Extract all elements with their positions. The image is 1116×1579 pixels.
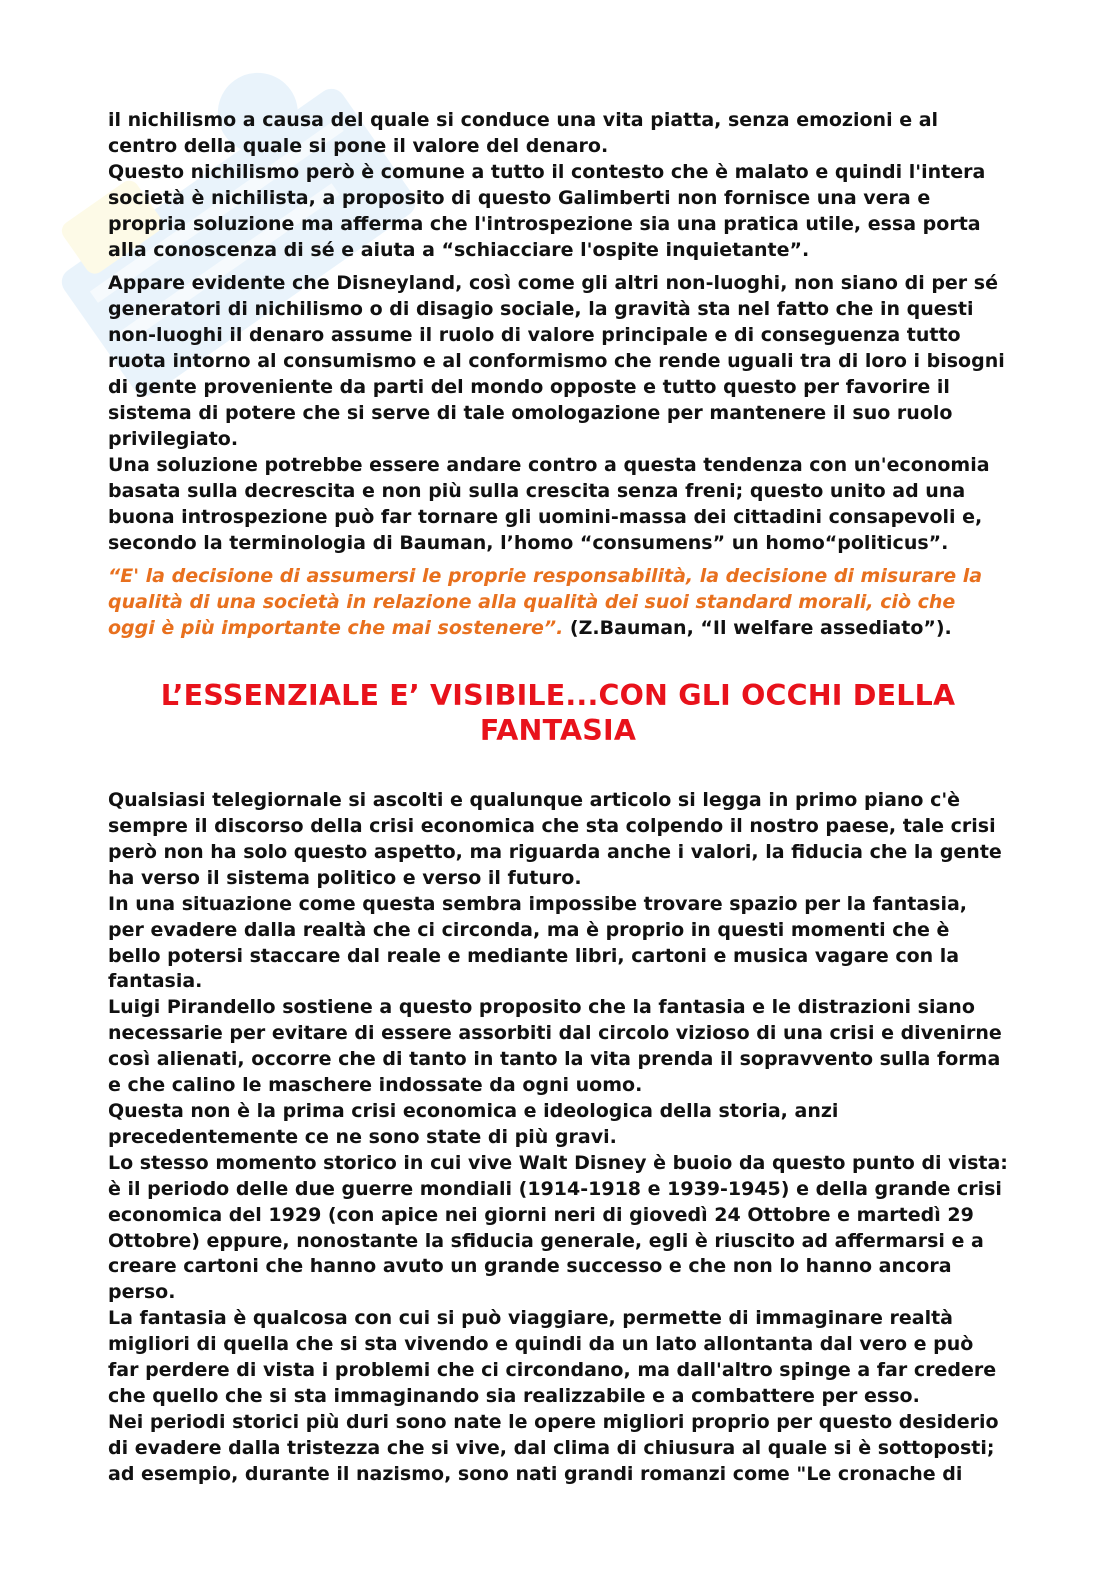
paragraph: Nei periodi storici più duri sono nate le opere migliori proprio per questo desiderio di evadere dalla tristezza che si vive, dal clima di chiusura al quale si è sottoposti; ad esempio, durante il nazismo, sono nati grandi romanzi come "Le cronache di [108, 1410, 999, 1485]
paragraph: In una situazione come questa sembra impossibe trovare spazio per la fantasia, per evadere dalla realtà che ci circonda, ma è proprio in questi momenti che è bello potersi staccare dal reale e mediante libri, cartoni e musica vagare con la fantasia. [108, 892, 968, 993]
quote-text: “E' la decisione di assumersi le proprie responsabilità, la decisione di misurare la qualità di una società in relazione alla qualità dei suoi standard morali, ciò che oggi è più importante che mai sostenere”. [108, 565, 983, 640]
paragraph: Appare evidente che Disneyland, così come gli altri non-luoghi, non siano di per sé generatori di nichilismo o di disagio sociale, la gravità sta nel fatto che in questi non-luoghi il denaro assume il ruolo di valore principale e di conseguenza tutto ruota intorno al consumismo e al conformismo che rende uguali tra di loro i bisogni di gente proveniente da parti del mondo opposte e tutto questo per favorire il sistema di potere che si serve di tale omologazione per mantenere il suo ruolo privilegiato. [108, 272, 1005, 450]
paragraph: Lo stesso momento storico in cui vive Walt Disney è buoio da questo punto di vista: è il periodo delle due guerre mondiali (1914-1918 e 1939-1945) e della grande crisi economica del 1929 (con apice nei giorni neri di giovedì 24 Ottobre e martedì 29 Ottobre) eppure, nonostante la sfiducia generale, egli è riuscito ad affermarsi e a creare cartoni che hanno avuto un grande successo e che non lo hanno ancora perso. [108, 1151, 1008, 1304]
document-body [108, 108, 1008, 1488]
quote-source: (Z.Bauman, “Il welfare assediato”). [563, 617, 952, 640]
paragraph: il nichilismo a causa del quale si conduce una vita piatta, senza emozioni e al centro della quale si pone il valore del denaro. [108, 109, 939, 157]
paragraph: Qualsiasi telegiornale si ascolti e qualunque articolo si legga in primo piano c'è sempre il discorso della crisi economica che sta colpendo il nostro paese, tale crisi però non ha solo questo aspetto, ma riguarda anche i valori, la fiducia che la gente ha verso il sistema politico e verso il futuro. [108, 789, 1002, 889]
paragraph: Una soluzione potrebbe essere andare contro a questa tendenza con un'economia basata sulla decrescita e non più sulla crescita senza freni; questo unito ad una buona introspezione può far tornare gli uomini-massa dei cittadini consapevoli e, secondo la terminologia di Bauman, l’homo “consumens” un homo“politicus”. [108, 453, 990, 554]
section-title: L’ESSENZIALE E’ VISIBILE...CON GLI OCCHI DELLA FANTASIA [160, 679, 956, 748]
paragraph: Questa non è la prima crisi economica e ideologica della storia, anzi precedentemente ce ne sono state di più gravi. [108, 1100, 839, 1148]
paragraph: Questo nichilismo però è comune a tutto il contesto che è malato e quindi l'intera società è nichilista, a proposito di questo Galimberti non fornisce una vera e propria soluzione ma afferma che l'introspezione sia una pratica utile, essa porta alla conoscenza di sé e aiuta a “schiacciare l'ospite inquietante”. [108, 160, 986, 261]
quote-paragraph [108, 564, 1008, 642]
paragraph: Luigi Pirandello sostiene a questo proposito che la fantasia e le distrazioni siano necessarie per evitare di essere assorbiti dal circolo vizioso di una crisi e divenirne così alienati, occorre che di tanto in tanto la vita prenda il sopravvento sulla forma e che calino le maschere indossate da ogni uomo. [108, 996, 1002, 1097]
paragraph: La fantasia è qualcosa con cui si può viaggiare, permette di immaginare realtà migliori di quella che si sta vivendo e quindi da un lato allontanta dal vero e può far perdere di vista i problemi che ci circondano, ma dall'altro spinge a far credere che quello che si sta immaginando sia realizzabile e a combattere per esso. [108, 1307, 997, 1407]
